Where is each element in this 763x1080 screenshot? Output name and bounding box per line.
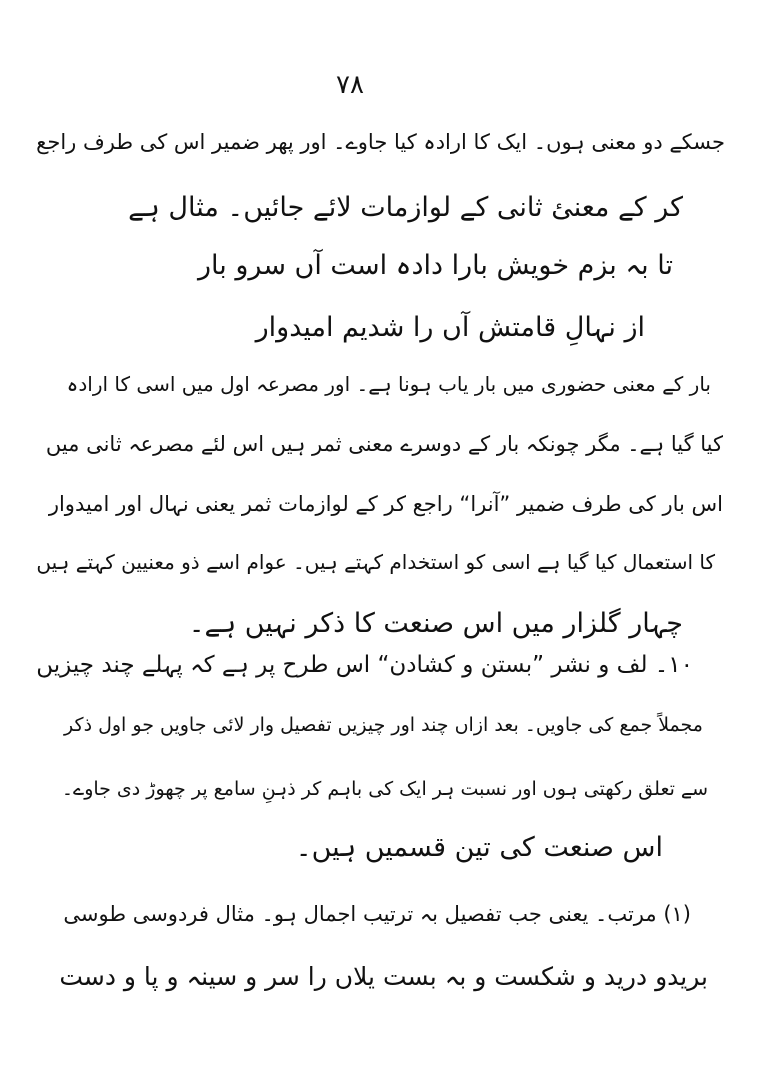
text-line: کیا گیا ہے۔ مگر چونکہ بار کے دوسرے معنی ثمر ہیں اس لئے مصرعہ ثانی میں: [45, 432, 723, 456]
text-line: کا استعمال کیا گیا ہے اسی کو استخدام کہتے ہیں۔ عوام اسے ذو معنیین کہتے ہیں: [36, 550, 715, 574]
text-line: جسکے دو معنی ہوں۔ ایک کا ارادہ کیا جاوے۔ اور پھر ضمیر اس کی طرف راجع: [36, 130, 725, 154]
text-line: بار کے معنی حضوری میں بار یاب ہونا ہے۔ اور مصرعہ اول میں اسی کا ارادہ: [66, 372, 711, 396]
text-line: اس صنعت کی تین قسمیں ہیں۔: [295, 832, 663, 863]
text-line: چہار گلزار میں اس صنعت کا ذکر نہیں ہے۔: [188, 608, 683, 639]
text-line: (۱) مرتب۔ یعنی جب تفصیل بہ ترتیب اجمال ہو۔ مثال فردوسی طوسی: [63, 902, 691, 926]
verse-line: بریدو درید و شکست و بہ بست یلاں را سر و سینہ و پا و دست: [59, 962, 708, 991]
text-line: مجملاً جمع کی جاویں۔ بعد ازاں چند اور چیزیں تفصیل وار لائی جاویں جو اول ذکر: [64, 714, 703, 736]
page-number: ۷۸: [336, 70, 364, 100]
text-line: اس بار کی طرف ضمیر ”آنرا“ راجع کر کے لوازمات ثمر یعنی نہال اور امیدوار: [48, 492, 723, 516]
section-heading-line: ۱۰۔ لف و نشر ”بستن و کشادن“ اس طرح پر ہے کہ پہلے چند چیزیں: [36, 652, 693, 678]
text-line: سے تعلق رکھتی ہوں اور نسبت ہر ایک کی باہم کر ذہنِ سامع پر چھوڑ دی جاوے۔: [61, 778, 708, 800]
verse-line: تا بہ بزم خویش بارا دادہ است آں سرو بار: [198, 250, 673, 281]
text-line: کر کے معنئ ثانی کے لوازمات لائے جائیں۔ مثال ہے: [128, 192, 683, 223]
verse-line: از نہالِ قامتش آں را شدیم امیدوار: [255, 312, 645, 343]
